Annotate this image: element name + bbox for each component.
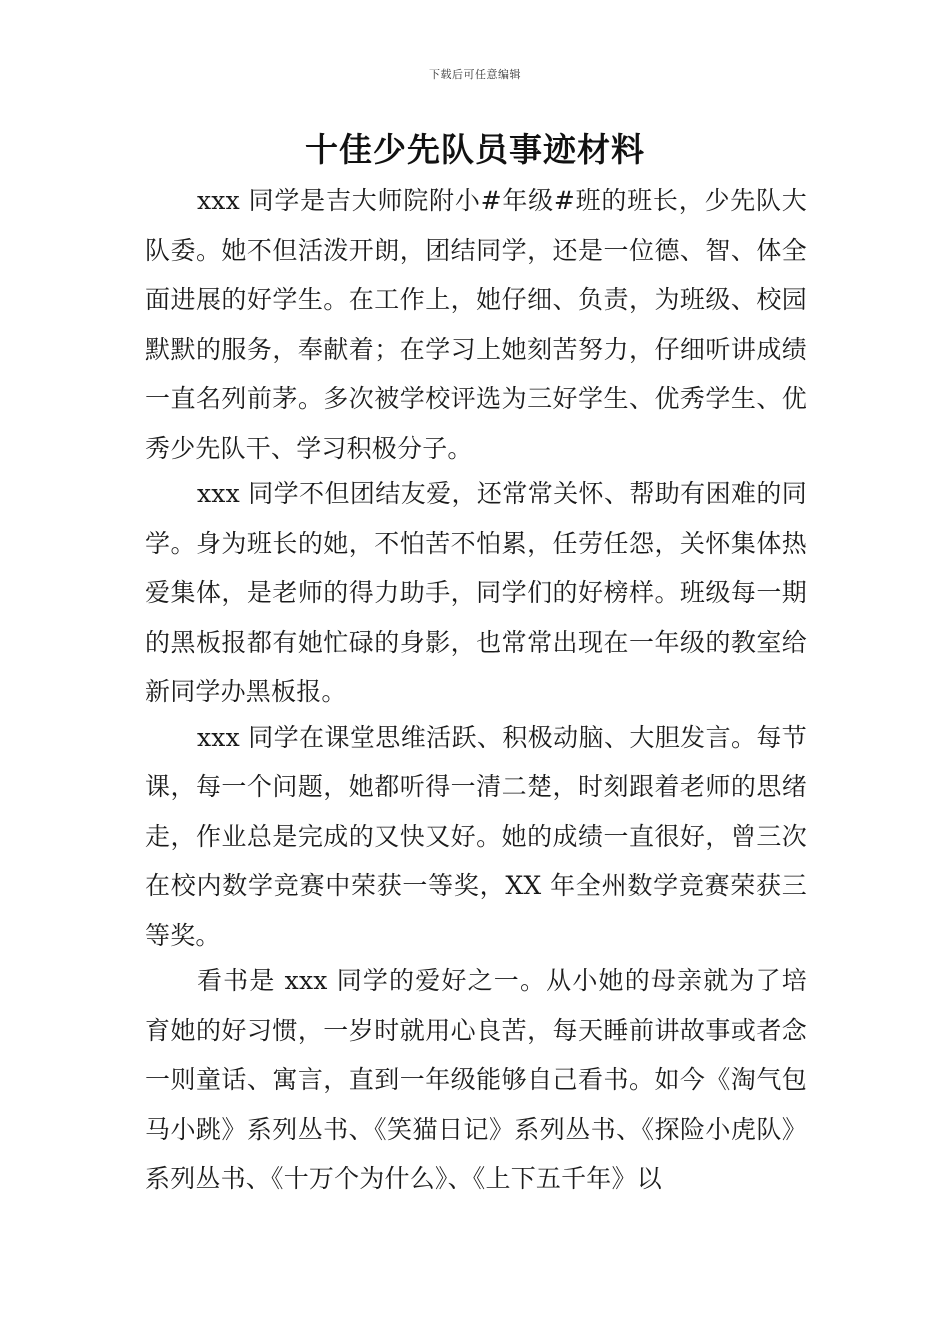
header-note: 下载后可任意编辑 <box>429 68 521 81</box>
paragraph-2: xxx 同学不但团结友爱，还常常关怀、帮助有困难的同学。身为班长的她，不怕苦不怕累，任劳任怨，关怀集体热爱集体，是老师的得力助手，同学们的好榜样。班级每一期的黑板报都有她忙碌的身影，也常常出现在一年级的教室给新同学办黑板报。 <box>145 479 807 706</box>
document-body <box>145 176 807 1200</box>
paragraph-1: xxx 同学是吉大师院附小#年级#班的班长，少先队大队委。她不但活泼开朗，团结同学，还是一位德、智、体全面进展的好学生。在工作上，她仔细、负责，为班级、校园默默的服务，奉献着；在学习上她刻苦努力，仔细听讲成绩一直名列前茅。多次被学校评选为三好学生、优秀学生、优秀少先队干、学习积极分子。 <box>145 186 807 463</box>
paragraph-4: 看书是 xxx 同学的爱好之一。从小她的母亲就为了培育她的好习惯，一岁时就用心良苦，每天睡前讲故事或者念一则童话、寓言，直到一年级能够自己看书。如今《淘气包马小跳》系列丛书、《笑猫日记》系列丛书、《探险小虎队》系列丛书、《十万个为什么》、《上下五千年》以 <box>145 966 807 1193</box>
document-title: 十佳少先队员事迹材料 <box>305 130 645 169</box>
paragraph-3: xxx 同学在课堂思维活跃、积极动脑、大胆发言。每节课，每一个问题，她都听得一清二楚，时刻跟着老师的思绪走，作业总是完成的又快又好。她的成绩一直很好，曾三次在校内数学竞赛中荣获一等奖，XX 年全州数学竞赛荣获三等奖。 <box>145 722 807 950</box>
